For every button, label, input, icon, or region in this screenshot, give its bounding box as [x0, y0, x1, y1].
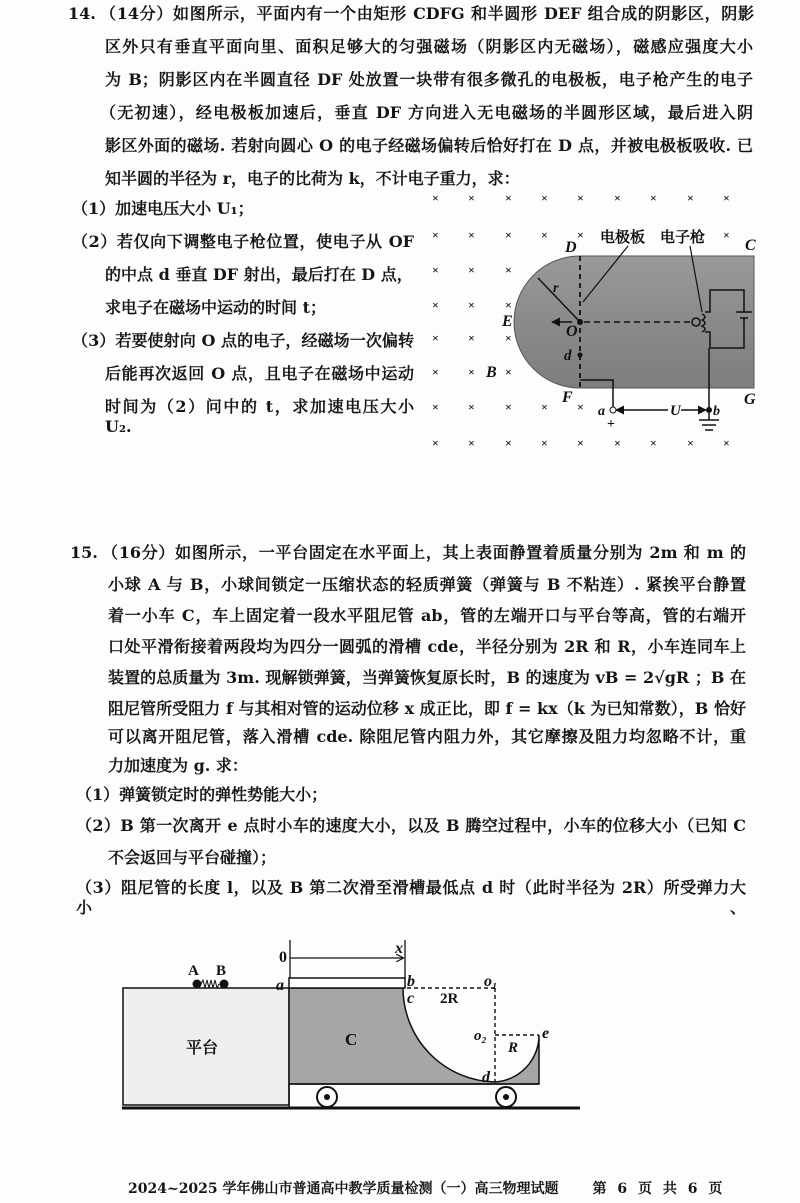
- label-b-field: B: [486, 364, 497, 381]
- label-o1: o₁: [484, 973, 498, 990]
- field-cross-mark: ×: [577, 228, 584, 242]
- field-cross-mark: ×: [468, 298, 475, 312]
- axis-origin-label: 0: [279, 949, 287, 966]
- plate-label: 电极板: [600, 230, 646, 246]
- label-r: r: [553, 281, 559, 296]
- axis-x-label: x: [395, 940, 403, 957]
- field-cross-mark: ×: [468, 400, 475, 414]
- gun-label: 电子枪: [660, 230, 706, 246]
- label-e: e: [542, 1025, 550, 1042]
- page-footer: [128, 1178, 725, 1198]
- label-b: b: [713, 404, 720, 419]
- field-cross-mark: ×: [723, 191, 730, 205]
- question-number: 14.: [68, 4, 96, 23]
- field-cross-mark: ×: [505, 436, 512, 450]
- field-cross-mark: ×: [650, 191, 657, 205]
- field-cross-mark: ×: [468, 191, 475, 205]
- label-a: a: [598, 404, 605, 419]
- field-cross-mark: ×: [541, 400, 548, 414]
- field-cross-mark: ×: [432, 191, 439, 205]
- field-cross-mark: ×: [577, 191, 584, 205]
- label-f: F: [562, 389, 573, 406]
- question-text-line: 影区外面的磁场. 若射向圆心 O 的电子经磁场偏转后恰好打在 D 点，并被电极板吸收. 已: [105, 136, 753, 155]
- question-number: 15.: [70, 543, 98, 562]
- field-cross-mark: ×: [432, 263, 439, 277]
- sub-question-1: （1）加速电压大小 U₁；: [72, 199, 254, 218]
- field-cross-mark: ×: [723, 436, 730, 450]
- sub-question-3-cont: 后能再次返回 O 点，且电子在磁场中运动: [105, 364, 414, 383]
- sub-question-2: （2）若仅向下调整电子枪位置，使电子从 OF: [72, 232, 414, 251]
- field-cross-mark: ×: [432, 331, 439, 345]
- field-cross-mark: ×: [468, 365, 475, 379]
- label-d-mid: d: [564, 348, 572, 364]
- question-text-line: 可以离开阻尼管，落入滑槽 cde. 除阻尼管内阻力外，其它摩擦及阻力均忽略不计，重: [108, 727, 746, 746]
- field-cross-mark: ×: [468, 436, 475, 450]
- sub-question-2-cont: 的中点 d 垂直 DF 射出，最后打在 D 点，: [105, 265, 413, 284]
- field-cross-mark: ×: [687, 436, 694, 450]
- sub-question-1: （1）弹簧锁定时的弹性势能大小；: [76, 785, 328, 804]
- label-c: c: [407, 990, 415, 1007]
- field-cross-mark: ×: [505, 365, 512, 379]
- field-cross-mark: ×: [505, 400, 512, 414]
- question-text-line: 装置的总质量为 3m. 现解锁弹簧，当弹簧恢复原长时，B 的速度为 vB = 2√gR ；B 在: [108, 668, 746, 687]
- field-cross-mark: ×: [650, 436, 657, 450]
- label-plus: +: [607, 417, 615, 432]
- field-cross-mark: ×: [432, 436, 439, 450]
- page-number: 第 6 页 共 6 页: [592, 1181, 726, 1197]
- field-cross-mark: ×: [687, 191, 694, 205]
- wheel-icon: [317, 1087, 337, 1107]
- field-cross-mark: ×: [577, 436, 584, 450]
- label-o: O: [566, 323, 578, 340]
- balls-and-spring: [193, 980, 229, 989]
- field-cross-mark: ×: [468, 228, 475, 242]
- field-cross-mark: ×: [505, 228, 512, 242]
- platform-label: 平台: [186, 1040, 219, 1057]
- question-text-line: 为 B；阴影区内在半圆直径 DF 处放置一块带有很多微孔的电极板，电子枪产生的电子: [105, 70, 753, 89]
- question-text-line: 力加速度为 g. 求：: [108, 756, 248, 775]
- field-cross-mark: ×: [468, 263, 475, 277]
- label-e: E: [502, 313, 513, 330]
- field-cross-mark: ×: [505, 191, 512, 205]
- question-text-line: 阻尼管所受阻力 f 与其相对管的运动位移 x 成正比，即 f = kx（k 为已知常数），B 恰好: [108, 699, 746, 718]
- sub-question-2: （2）B 第一次离开 e 点时小车的速度大小，以及 B 腾空过程中，小车的位移大小（已知 C: [76, 816, 746, 835]
- field-cross-mark: ×: [541, 228, 548, 242]
- question-text-line: （14分）如图所示，平面内有一个由矩形 CDFG 和半圆形 DEF 组合成的阴影区，阴影: [100, 4, 754, 23]
- label-d-upper: D: [565, 239, 577, 256]
- question-text-line: 小球 A 与 B，小球间锁定一压缩状态的轻质弹簧（弹簧与 B 不粘连）. 紧挨平台静置: [108, 575, 746, 594]
- field-cross-mark: ×: [505, 298, 512, 312]
- question-text-line: 区外只有垂直平面向里、面积足够大的匀强磁场（阴影区内无磁场），磁感应强度大小: [105, 37, 753, 56]
- label-a: a: [276, 977, 284, 994]
- label-o2: o₂: [474, 1028, 487, 1044]
- label-c: C: [745, 237, 756, 254]
- radius-2r-label: 2R: [440, 991, 459, 1007]
- field-cross-mark: ×: [541, 191, 548, 205]
- label-d: d: [482, 1069, 490, 1086]
- sub-question-2-cont: 不会返回与平台碰撞）；: [108, 848, 277, 867]
- field-cross-mark: ×: [505, 263, 512, 277]
- field-cross-mark: ×: [723, 228, 730, 242]
- displacement-axis: [290, 940, 405, 978]
- question-text-line: 口处平滑衔接着两段均为四分一圆弧的滑槽 cde，半径分别为 2R 和 R，小车连同车上: [108, 637, 746, 656]
- sub-question-3-cont: 时间为（2）问中的 t，求加速电压大小 U₂.: [105, 397, 414, 436]
- field-cross-mark: ×: [432, 298, 439, 312]
- field-cross-mark: ×: [432, 228, 439, 242]
- label-g: G: [744, 391, 756, 408]
- label-b: b: [407, 973, 415, 990]
- radius-r-label: R: [508, 1040, 519, 1056]
- damping-tube: [289, 978, 405, 988]
- field-cross-mark: ×: [614, 436, 621, 450]
- sub-question-3: （3）阻尼管的长度 l，以及 B 第二次滑至滑槽最低点 d 时（此时半径为 2R）所受弹力大小、: [76, 878, 746, 917]
- field-cross-mark: ×: [468, 331, 475, 345]
- question-text-line: （16分）如图所示，一平台固定在水平面上，其上表面静置着质量分别为 2m 和 m 的: [102, 543, 746, 562]
- field-cross-mark: ×: [505, 331, 512, 345]
- field-cross-mark: ×: [432, 365, 439, 379]
- field-cross-mark: ×: [541, 436, 548, 450]
- exam-title: 2024~2025 学年佛山市普通高中教学质量检测（一）高三物理试题: [128, 1181, 559, 1197]
- wheel-icon: [496, 1087, 516, 1107]
- field-cross-mark: ×: [614, 191, 621, 205]
- field-cross-mark: ×: [432, 400, 439, 414]
- ball-b-label: B: [216, 963, 227, 979]
- sub-question-3: （3）若要使射向 O 点的电子，经磁场一次偏转: [72, 331, 414, 350]
- label-u: U: [670, 403, 681, 419]
- question-text-line: 知半圆的半径为 r，电子的比荷为 k，不计电子重力，求：: [105, 169, 520, 188]
- sub-question-2-cont: 求电子在磁场中运动的时间 t；: [105, 298, 326, 317]
- question-text-line: 着一小车 C，车上固定着一段水平阻尼管 ab，管的左端开口与平台等高，管的右端开: [108, 606, 746, 625]
- ball-a-label: A: [188, 963, 199, 979]
- cart-label: C: [345, 1030, 358, 1049]
- question-text-line: （无初速），经电极板加速后，垂直 DF 方向进入无电磁场的半圆形区域，最后进入阴: [100, 103, 753, 122]
- field-cross-mark: ×: [577, 400, 584, 414]
